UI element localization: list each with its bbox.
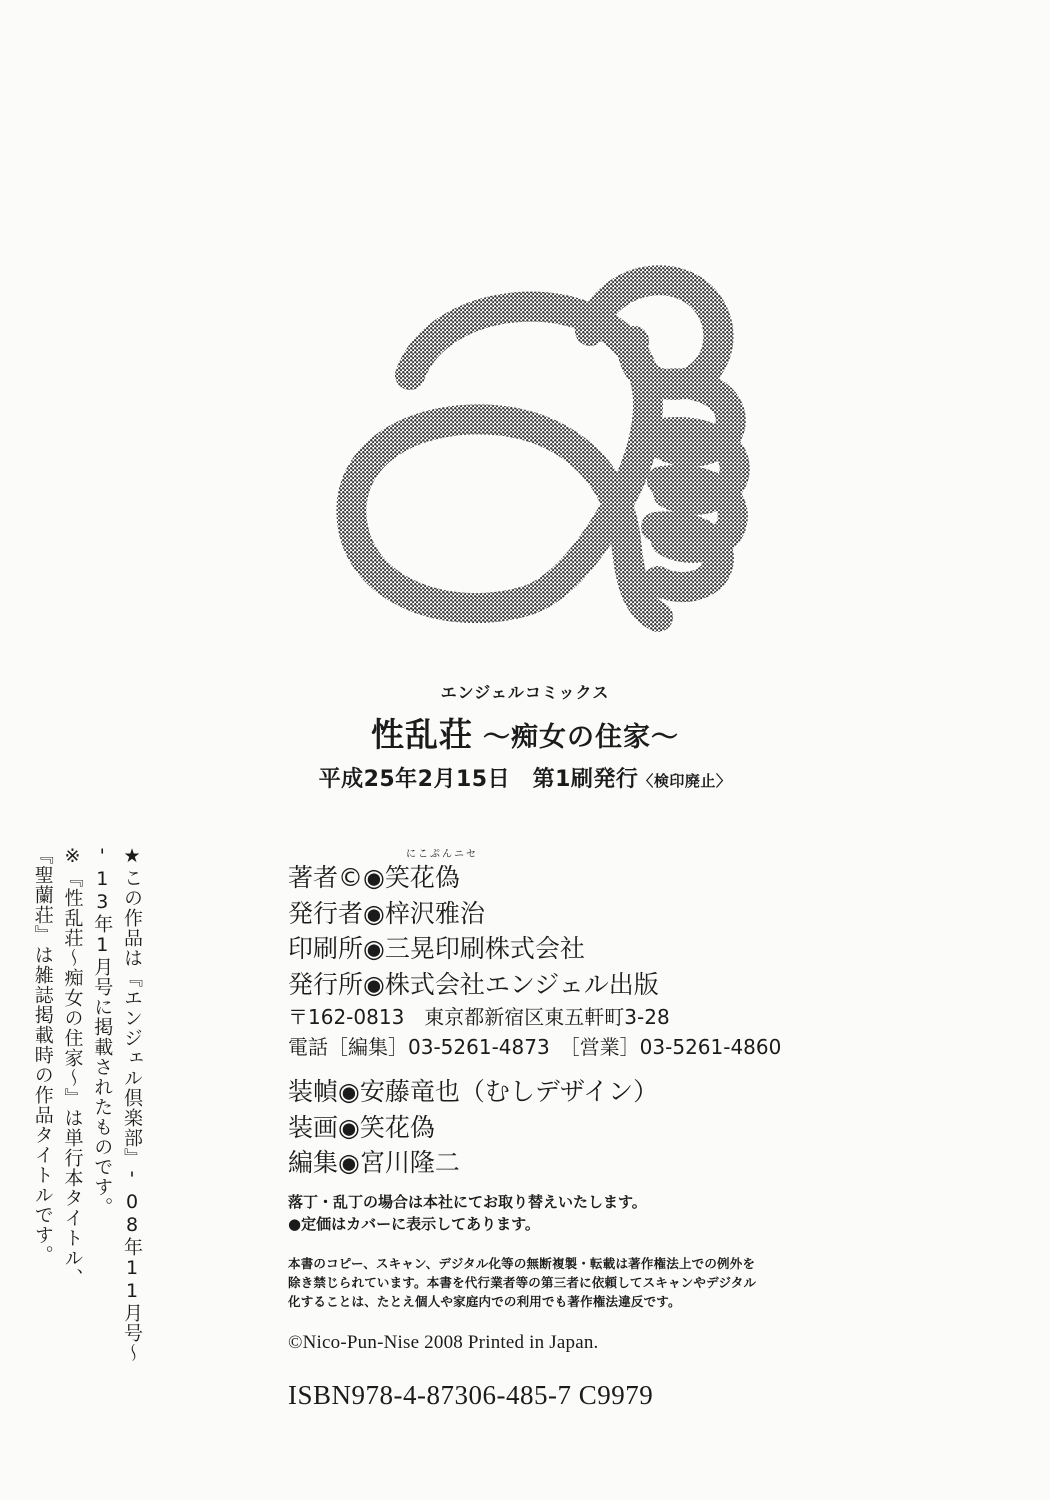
title-block: [0, 680, 1050, 793]
issuer-label: 発行所◉: [288, 969, 385, 999]
credit-row-author: [288, 849, 758, 896]
book-title-sub: 〜痴女の住家〜: [483, 722, 679, 753]
editor-label: 編集◉: [288, 1148, 360, 1177]
credit-row-design: [288, 1074, 758, 1110]
printer-name: 三晃印刷株式会社: [384, 934, 585, 963]
phone-line: 電話［編集］03-5261-4873 ［営業］03-5261-4860: [288, 1035, 782, 1059]
credit-row-cover-art: [288, 1110, 758, 1146]
author-name: 笑花偽: [384, 863, 460, 892]
isbn-line: ISBN978-4-87306-485-7 C9979: [288, 1379, 654, 1410]
notice-line-1: 落丁・乱丁の場合は本社にてお取り替えいたします。: [288, 1192, 647, 1211]
credit-row-publisher: [288, 896, 758, 932]
notice-line-2: ●定価はカバーに表示してあります。: [288, 1215, 540, 1233]
copyright-fineprint: 本書のコピー、スキャン、デジタル化等の無断複製・転載は著作権法上での例外を除き禁じられています。本書を代行業者等の第三者に依頼してスキャンやデジタル化することは、たとえ個人や家庭内での利用でも著作権法違反です。: [288, 1255, 757, 1310]
design-name: 安藤竜也（むしデザイン）: [359, 1077, 659, 1106]
publication-date-text: 平成25年2月15日 第1刷発行: [318, 767, 639, 792]
publisher-logo: [0, 225, 1050, 675]
colophon-credits: [288, 849, 782, 1411]
credit-row-printer: [288, 931, 758, 967]
sidenote-line-3: ※『性乱荘〜痴女の住家〜』は単行本タイトル、: [61, 845, 84, 1288]
sidenote-line-2: '13年1月号に掲載されたものです。: [91, 845, 114, 1217]
publication-date: [0, 762, 1050, 793]
book-title: [0, 709, 1050, 756]
credit-row-issuer: [288, 967, 758, 1003]
vertical-sidenote: [30, 845, 143, 1405]
author-label: 著者©◉: [288, 863, 385, 892]
copyright-line: ©Nico-Pun-Nise 2008 Printed in Japan.: [288, 1331, 599, 1353]
editor-name: 宮川隆二: [359, 1148, 460, 1177]
postal-address: 〒162-0813 東京都新宿区東五軒町3-28: [288, 1005, 670, 1029]
publisher-label: 発行者◉: [288, 898, 385, 928]
imprint-label: エンジェルコミックス: [440, 683, 610, 702]
credit-row-editor: [288, 1145, 758, 1181]
printer-label: 印刷所◉: [288, 934, 385, 963]
cover-art-label: 装画◉: [288, 1112, 360, 1142]
sidenote-line-1: ★この作品は『エンジェル倶楽部』'08年11月号〜: [121, 845, 143, 1363]
publisher-name: 梓沢雅治: [384, 898, 485, 928]
author-ruby: にこぷんニセ: [406, 849, 478, 860]
sidenote-line-4: 『聖蘭荘』は雑誌掲載時の作品タイトルです。: [31, 845, 54, 1265]
design-label: 装幀◉: [288, 1077, 360, 1106]
publication-date-note: 〈検印廃止〉: [638, 772, 732, 790]
book-title-main: 性乱荘: [371, 715, 473, 754]
cover-art-name: 笑花偽: [359, 1112, 435, 1142]
issuer-name: 株式会社エンジェル出版: [384, 969, 659, 999]
